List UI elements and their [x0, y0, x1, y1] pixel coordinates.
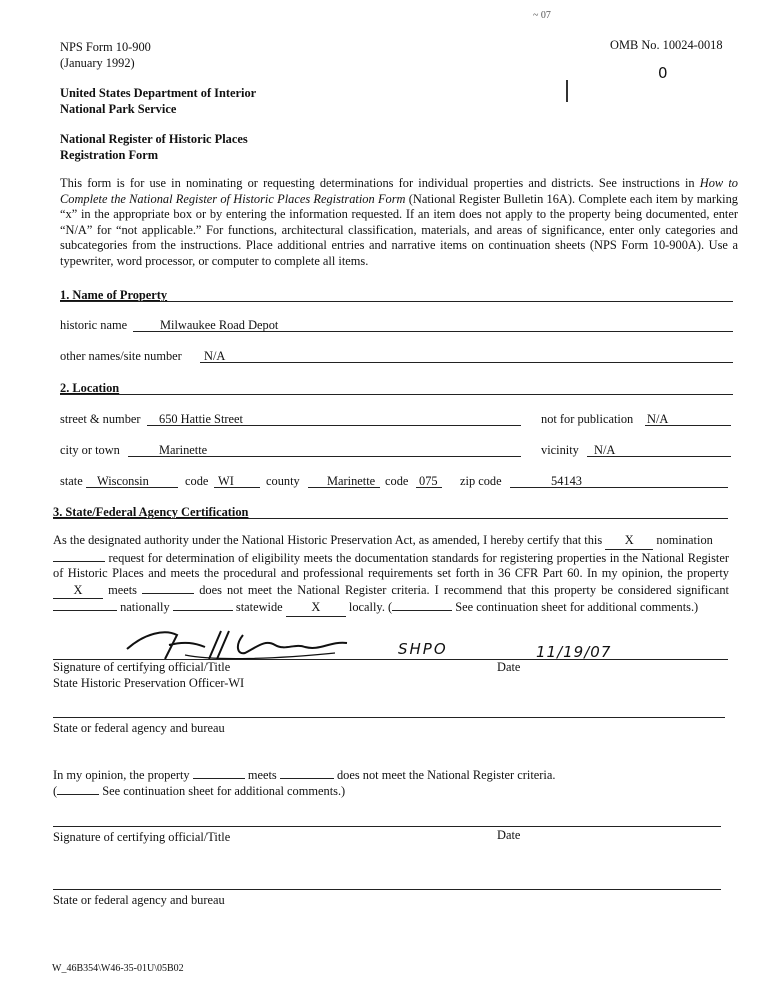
- handwritten-date: 11/19/07: [536, 643, 612, 661]
- state-value[interactable]: Wisconsin: [97, 474, 149, 488]
- statewide-blank[interactable]: [173, 599, 233, 611]
- vicinity-label: vicinity: [541, 443, 579, 457]
- other-names-value[interactable]: N/A: [204, 349, 226, 363]
- county-value[interactable]: Marinette: [327, 474, 376, 488]
- department: United States Department of Interior: [60, 86, 257, 100]
- intro-paragraph: This form is for use in nominating or requesting determinations for individual properties and districts. See instructions in How to Complete the National Register of Historic Places Registration Form (National Register Bulletin 16A). Complete each item by marking “x” in the appropriate box or by entering the information requested. If an item does not apply to the property being documented, enter “N/A” for “not applicable.” For functions, architectural classification, materials, and areas of significance, enter only categories and subcategories from the instructions. Place additional entries and narrative items on continuation sheets (NPS Form 10-900A). Use a typewriter, word processor, or computer to complete all items.: [60, 176, 738, 268]
- footer-code: W_46B354\W46-35-01U\05B02: [52, 963, 184, 974]
- certification-paragraph: As the designated authority under the National Historic Preservation Act, as amended, I hereby certify that this X nomination request for determination of eligibility meets the documentation standards for registering properties in the National Register of Historic Places and meets the procedural and professional requirements set forth in 36 CFR Part 60. In my opinion, the property X meets does not meet the National Register criteria. I recommend that this property be considered significant nationally statewide X locally. ( See continuation sheet for additional comments.): [53, 533, 729, 617]
- section1-rule: [60, 301, 733, 302]
- signature-label: Signature of certifying official/Title: [53, 660, 231, 674]
- agency-line: [53, 717, 725, 718]
- state-code-value[interactable]: WI: [218, 474, 234, 488]
- state-label: state: [60, 474, 83, 488]
- does-not-meet-blank[interactable]: [142, 582, 194, 594]
- form-subtitle: Registration Form: [60, 148, 159, 162]
- other-names-label: other names/site number: [60, 349, 182, 363]
- agency-line-2: [53, 889, 721, 890]
- opinion-line: In my opinion, the property meets does not meet the National Register criteria.: [53, 768, 556, 782]
- agency-label-2: State or federal agency and bureau: [53, 893, 225, 907]
- county-code-value[interactable]: 075: [419, 474, 438, 488]
- signature-line-2: [53, 826, 721, 827]
- city-label: city or town: [60, 443, 120, 457]
- other-names-line: [200, 362, 733, 363]
- service: National Park Service: [60, 102, 177, 116]
- section2-heading: 2. Location: [60, 381, 120, 395]
- form-title: National Register of Historic Places: [60, 132, 248, 146]
- state-code-label: code: [185, 474, 209, 488]
- form-number: NPS Form 10-900: [60, 40, 151, 54]
- nfp-value[interactable]: N/A: [647, 412, 669, 426]
- county-code-label: code: [385, 474, 409, 488]
- corner-mark: 0: [658, 64, 668, 82]
- opinion-does-not-meet-blank[interactable]: [280, 767, 334, 779]
- continuation-blank[interactable]: [392, 599, 452, 611]
- street-label: street & number: [60, 412, 141, 426]
- opinion-continuation-blank[interactable]: [57, 783, 99, 795]
- agency-label: State or federal agency and bureau: [53, 721, 225, 735]
- scan-artifact: [566, 80, 568, 102]
- section1-heading: 1. Name of Property: [60, 288, 168, 302]
- official-title: State Historic Preservation Officer-WI: [53, 676, 245, 690]
- section3-heading: 3. State/Federal Agency Certification: [53, 505, 249, 519]
- historic-name-label: historic name: [60, 318, 128, 332]
- signature-label-2: Signature of certifying official/Title: [53, 830, 231, 844]
- nfp-label: not for publication: [541, 412, 634, 426]
- statewide-mark[interactable]: X: [286, 600, 346, 617]
- meets-mark[interactable]: X: [53, 583, 103, 600]
- vicinity-value[interactable]: N/A: [594, 443, 616, 457]
- date-label: Date: [497, 660, 521, 674]
- zip-label: zip code: [460, 474, 502, 488]
- section2-rule: [60, 394, 733, 395]
- county-label: county: [266, 474, 300, 488]
- date-label-2: Date: [497, 828, 521, 842]
- city-value[interactable]: Marinette: [159, 443, 208, 457]
- scan-mark: ~ 07: [533, 10, 551, 21]
- zip-line: [510, 487, 728, 488]
- street-value[interactable]: 650 Hattie Street: [159, 412, 243, 426]
- omb-number: OMB No. 10024-0018: [610, 38, 723, 52]
- nationally-blank[interactable]: [53, 599, 117, 611]
- historic-name-value[interactable]: Milwaukee Road Depot: [160, 318, 279, 332]
- zip-value[interactable]: 54143: [551, 474, 582, 488]
- section3-rule: [53, 518, 728, 519]
- request-blank[interactable]: [53, 550, 105, 562]
- form-date: (January 1992): [60, 56, 135, 70]
- opinion-meets-blank[interactable]: [193, 767, 245, 779]
- nomination-mark[interactable]: X: [605, 533, 653, 550]
- handwritten-title: SHPO: [398, 640, 448, 658]
- opinion-continuation: ( See continuation sheet for additional comments.): [53, 784, 346, 798]
